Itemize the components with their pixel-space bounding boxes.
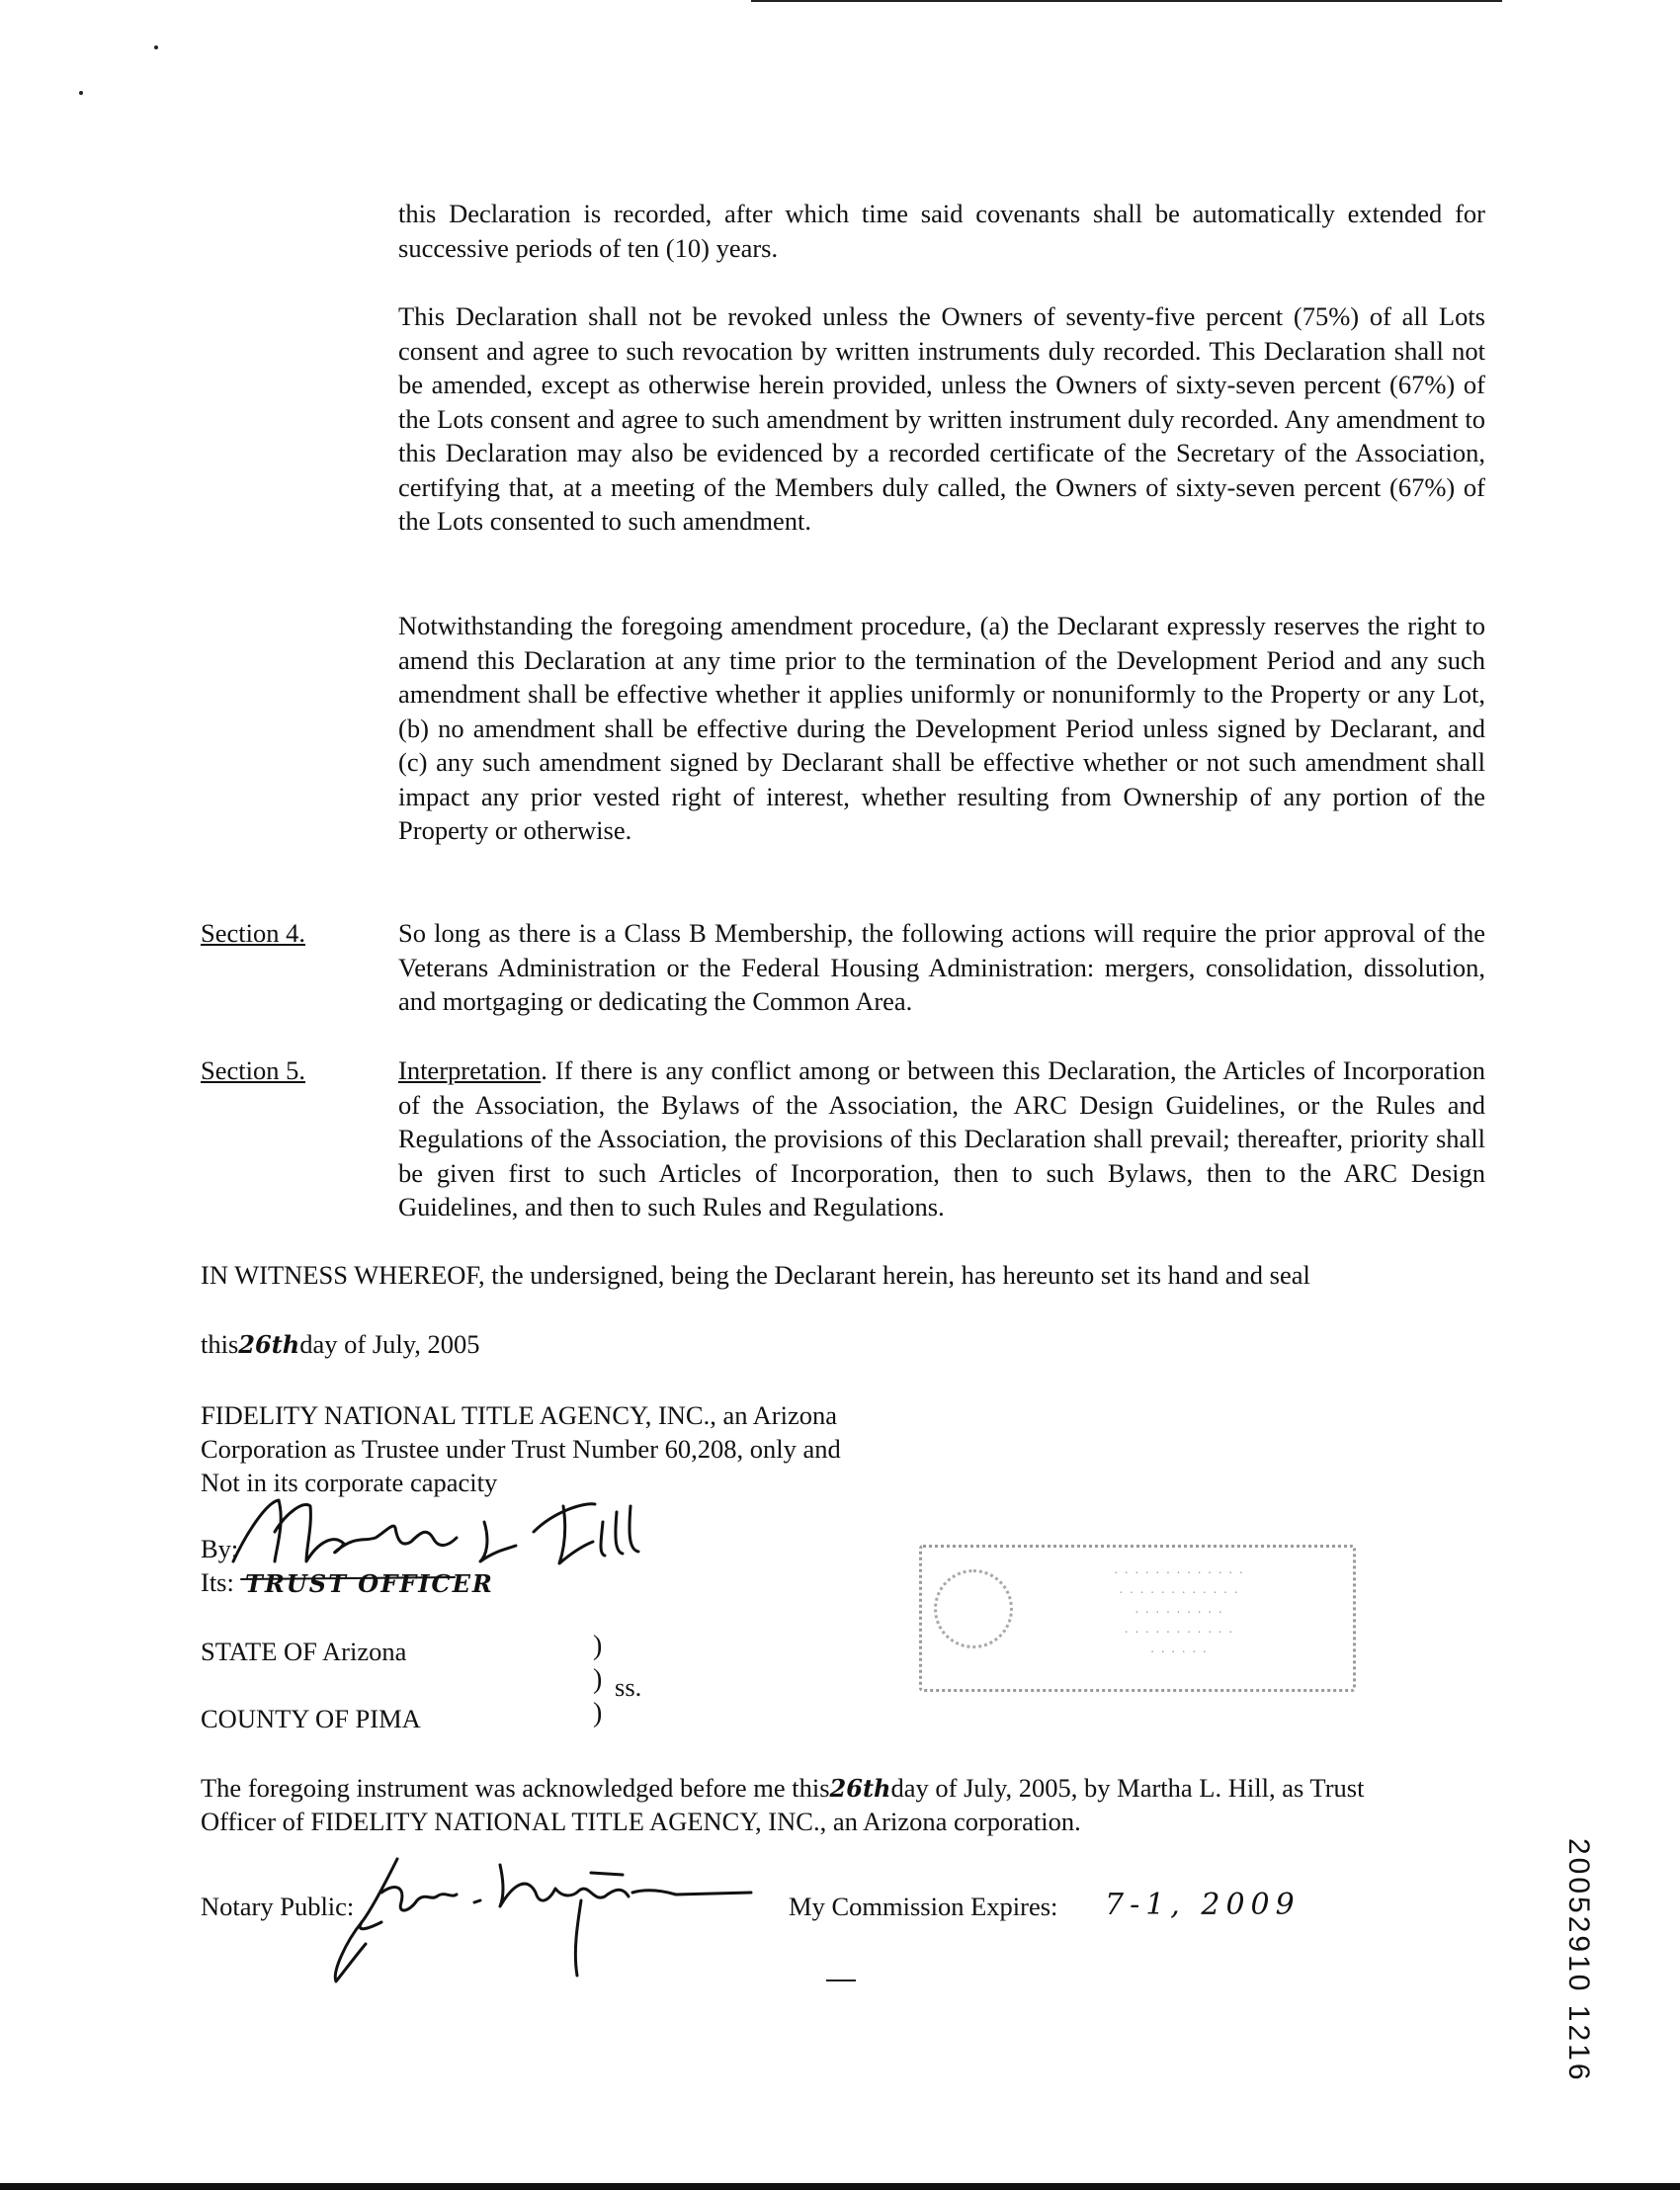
trustee-line-3: Not in its corporate capacity [201, 1468, 498, 1497]
ss-label: ss. [615, 1672, 642, 1702]
notary-public-label: Notary Public: [201, 1892, 355, 1921]
section-5-text: . If there is any conflict among or between this Declaration, the Articles of Incorporation of the Association, the Bylaws of the Association, the ARC Design Guidelines, or the Rules and Regulations of the Association, the provisions of this Declaration shall prevail; thereafter, priority shall be given first to such Articles of Incorporation, then to such Bylaws, then to the ARC Design Guidelines, and then to such Rules and Regulations. [398, 1055, 1485, 1221]
witness-this: this [201, 1329, 239, 1359]
paren: ) [593, 1664, 603, 1695]
seal-emblem [934, 1569, 1013, 1648]
acknowledgment-line-2: Officer of FIDELITY NATIONAL TITLE AGENCY, INC., an Arizona corporation. [201, 1807, 1081, 1836]
section-5-label: Section 5. [201, 1055, 305, 1085]
commission-date-handwritten: 7-1, 2009 [1105, 1888, 1301, 1922]
its-label: Its: [201, 1567, 234, 1597]
bottom-edge-line [0, 2183, 1680, 2190]
section-4-label: Section 4. [201, 918, 305, 948]
paragraph-declarant-amendment: Notwithstanding the foregoing amendment procedure, (a) the Declarant expressly reserves the right to amend this Declaration at any time prior to the termination of the Development Period and any such amendment shall be effective whether it applies uniformly or nonuniformly to the Property or any Lot, (b) no amendment shall be effective during the Development Period unless signed by Declarant, and (c) any such amendment signed by Declarant shall be effective whether or not such amendment shall impact any prior vested right of interest, whether resulting from Ownership of any portion of the Property or otherwise. [398, 611, 1485, 845]
section-5-heading: Interpretation [398, 1055, 542, 1085]
witness-date-line [201, 1327, 480, 1363]
trustee-signature [227, 1492, 662, 1571]
witness-line: IN WITNESS WHEREOF, the undersigned, being the Declarant herein, has hereunto set its hand and seal [201, 1260, 1310, 1290]
scan-speck [154, 45, 158, 49]
notary-signature [326, 1853, 781, 1991]
notary-seal-stamp [919, 1545, 1356, 1692]
recording-side-number: 20052910 1216 [1562, 1838, 1595, 2083]
its-handwritten: TRUST OFFICER [245, 1569, 494, 1598]
acknowledgment-line-1 [201, 1771, 1364, 1807]
paragraph-revocation: This Declaration shall not be revoked unless the Owners of seventy-five percent (75%) of all Lots consent and agree to such revocation by written instruments duly recorded. This Declaration shall not be amended, except as otherwise herein provided, unless the Owners of sixty-seven percent (67%) of the Lots consent and agree to such amendment by written instrument duly recorded. Any amendment to this Declaration may also be evidenced by a recorded certificate of the Secretary of the Association, certifying that, at a meeting of the Members duly called, the Owners of sixty-seven percent (67%) of the Lots consented to such amendment. [398, 301, 1485, 536]
trustee-line-2: Corporation as Trustee under Trust Number 60,208, only and [201, 1434, 841, 1464]
seal-lettering: · · · · · · · · · · · · · · · · · · · · · · · · · · · · · · · · · · · · · · · · · · · · · · · · · · · [1113, 1563, 1245, 1658]
section-5-body [398, 1053, 1485, 1224]
paren: ) [593, 1631, 603, 1661]
section-4-text: So long as there is a Class B Membership, the following actions will require the prior approval of the Veterans Administration or the Federal Housing Administration: mergers, consolidation, dissolution, and mortgaging or dedicating the Common Area. [398, 918, 1485, 1016]
ack-day-handwritten: 26th [829, 1774, 891, 1803]
commission-label: My Commission Expires: [789, 1892, 1058, 1921]
state-line: STATE OF Arizona [201, 1637, 407, 1666]
top-edge-line [751, 0, 1502, 2]
witness-day-handwritten: 26th [238, 1330, 300, 1359]
scan-speck [79, 91, 83, 95]
paragraph-term: this Declaration is recorded, after which time said covenants shall be automatically extended for successive periods of ten (10) years. [398, 199, 1485, 263]
paren: ) [593, 1698, 603, 1728]
by-label: By: [201, 1534, 239, 1563]
witness-day-rest: day of July, 2005 [299, 1329, 480, 1359]
stray-mark [826, 1979, 856, 1981]
ack-after: day of July, 2005, by Martha L. Hill, as Trust [890, 1773, 1365, 1803]
county-line: COUNTY OF PIMA [201, 1704, 421, 1733]
ack-before: The foregoing instrument was acknowledged before me this [201, 1773, 830, 1803]
trustee-line-1: FIDELITY NATIONAL TITLE AGENCY, INC., an Arizona [201, 1400, 837, 1430]
